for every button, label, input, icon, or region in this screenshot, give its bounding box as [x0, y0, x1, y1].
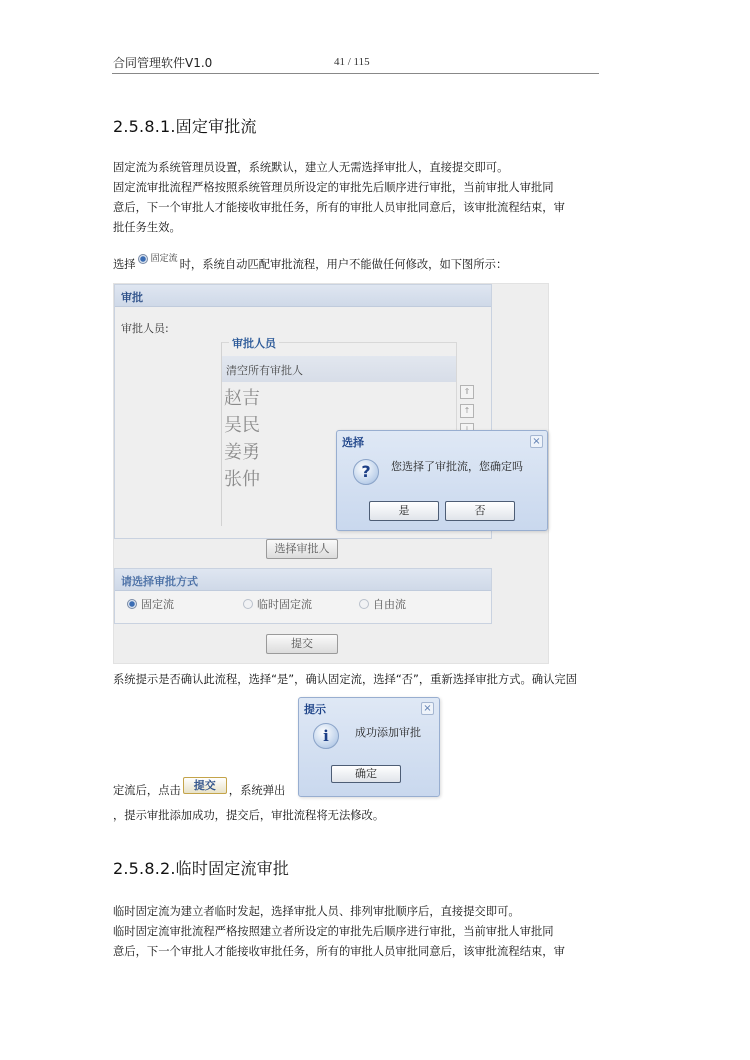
approver-item[interactable]: 吴民 [224, 415, 260, 436]
approval-mode-title: 请选择审批方式 [121, 575, 198, 588]
up-arrow-icon: ↑ [463, 406, 471, 415]
mode-radio-temporary-fixed-flow[interactable] [243, 596, 312, 612]
paragraph: ，提示审批添加成功，提交后，审批流程将无法修改。 [113, 809, 385, 822]
clear-all-approvers-button[interactable] [222, 356, 456, 382]
confirm-explanation [113, 670, 633, 690]
radio-selected-icon [127, 599, 137, 609]
header-divider [112, 73, 599, 74]
paragraph: 意后，下一个审批人才能接收审批任务，所有的审批人员审批同意后，该审批流程结束，审 [113, 201, 565, 214]
radio-unselected-icon [359, 599, 369, 609]
close-icon: × [421, 702, 434, 715]
approver-item[interactable]: 赵吉 [224, 388, 260, 409]
mode-radio-fixed-flow[interactable] [127, 596, 174, 612]
mode-radio-free-flow[interactable] [359, 596, 406, 612]
info-icon: i [313, 723, 339, 749]
paragraph: 批任务生效。 [113, 221, 181, 234]
move-up-button[interactable] [460, 404, 474, 418]
radio-unselected-icon [243, 599, 253, 609]
clear-all-label: 清空所有审批人 [226, 364, 303, 377]
section-heading-temporary-fixed-flow: 2.5.8.2.临时固定流审批 [113, 859, 290, 878]
text: ，系统弹出 [228, 784, 286, 797]
mode-label: 自由流 [373, 598, 406, 611]
inline-submit-button-image: 提交 [183, 777, 227, 794]
success-dialog-image [298, 697, 440, 797]
text: 时，系统自动匹配审批流程，用户不能做任何修改，如下图所示： [179, 258, 508, 271]
paragraph: 系统提示是否确认此流程，选择“是”，确认固定流，选择“否”，重新选择审批方式。确认完固 [113, 673, 577, 686]
dialog-title: 提示 [304, 703, 326, 716]
close-icon[interactable]: × [530, 435, 543, 448]
select-fixed-flow-line [113, 255, 633, 275]
document-header-title: 合同管理软件V1.0 [113, 56, 213, 70]
inline-radio-image [138, 249, 178, 269]
move-top-button[interactable] [460, 385, 474, 399]
paragraph: 固定流审批流程严格按照系统管理员所设定的审批先后顺序进行审批，当前审批人审批同 [113, 181, 554, 194]
paragraph: 意后，下一个审批人才能接收审批任务，所有的审批人员审批同意后，该审批流程结束，审 [113, 945, 565, 958]
approver-label: 审批人员: [121, 322, 169, 335]
inline-radio-label: 固定流 [150, 254, 178, 264]
approval-panel-header [115, 285, 491, 307]
fieldset-legend: 审批人员 [229, 335, 279, 351]
mode-label: 固定流 [141, 598, 174, 611]
select-approver-button[interactable]: 选择审批人 [266, 539, 338, 559]
approval-mode-header [115, 569, 491, 591]
paragraph: 临时固定流审批流程严格按照建立者所设定的审批先后顺序进行审批，当前审批人审批同 [113, 925, 554, 938]
panel-title: 审批 [121, 291, 143, 304]
question-icon: ? [353, 459, 379, 485]
dialog-message: 您选择了审批流，您确定吗 [391, 460, 523, 473]
submit-instruction-line [113, 781, 313, 801]
mode-label: 临时固定流 [257, 598, 312, 611]
approver-item[interactable]: 张仲 [224, 469, 260, 490]
section-heading-fixed-flow: 2.5.8.1.固定审批流 [113, 117, 257, 136]
no-button[interactable]: 否 [445, 501, 515, 521]
approver-item[interactable]: 姜勇 [224, 442, 260, 463]
dialog-message: 成功添加审批 [355, 726, 421, 739]
submit-button[interactable]: 提交 [266, 634, 338, 654]
paragraph: 临时固定流为建立者临时发起，选择审批人员、排列审批顺序后，直接提交即可。 [113, 905, 520, 918]
text: 选择 [113, 258, 136, 271]
confirm-dialog [336, 430, 548, 531]
approval-mode-panel [114, 568, 492, 624]
success-explanation [113, 806, 633, 826]
page-number: 41 / 115 [334, 56, 370, 68]
yes-button[interactable]: 是 [369, 501, 439, 521]
radio-selected-icon [138, 254, 148, 264]
ok-button: 确定 [331, 765, 401, 783]
section2-body [113, 902, 633, 962]
dialog-title: 选择 [342, 436, 364, 449]
section1-body [113, 158, 633, 238]
paragraph: 固定流为系统管理员设置，系统默认，建立人无需选择审批人，直接提交即可。 [113, 161, 509, 174]
text: 定流后，点击 [113, 784, 181, 797]
approval-screenshot [113, 283, 549, 664]
double-up-arrow-icon: ⇑ [463, 387, 471, 396]
